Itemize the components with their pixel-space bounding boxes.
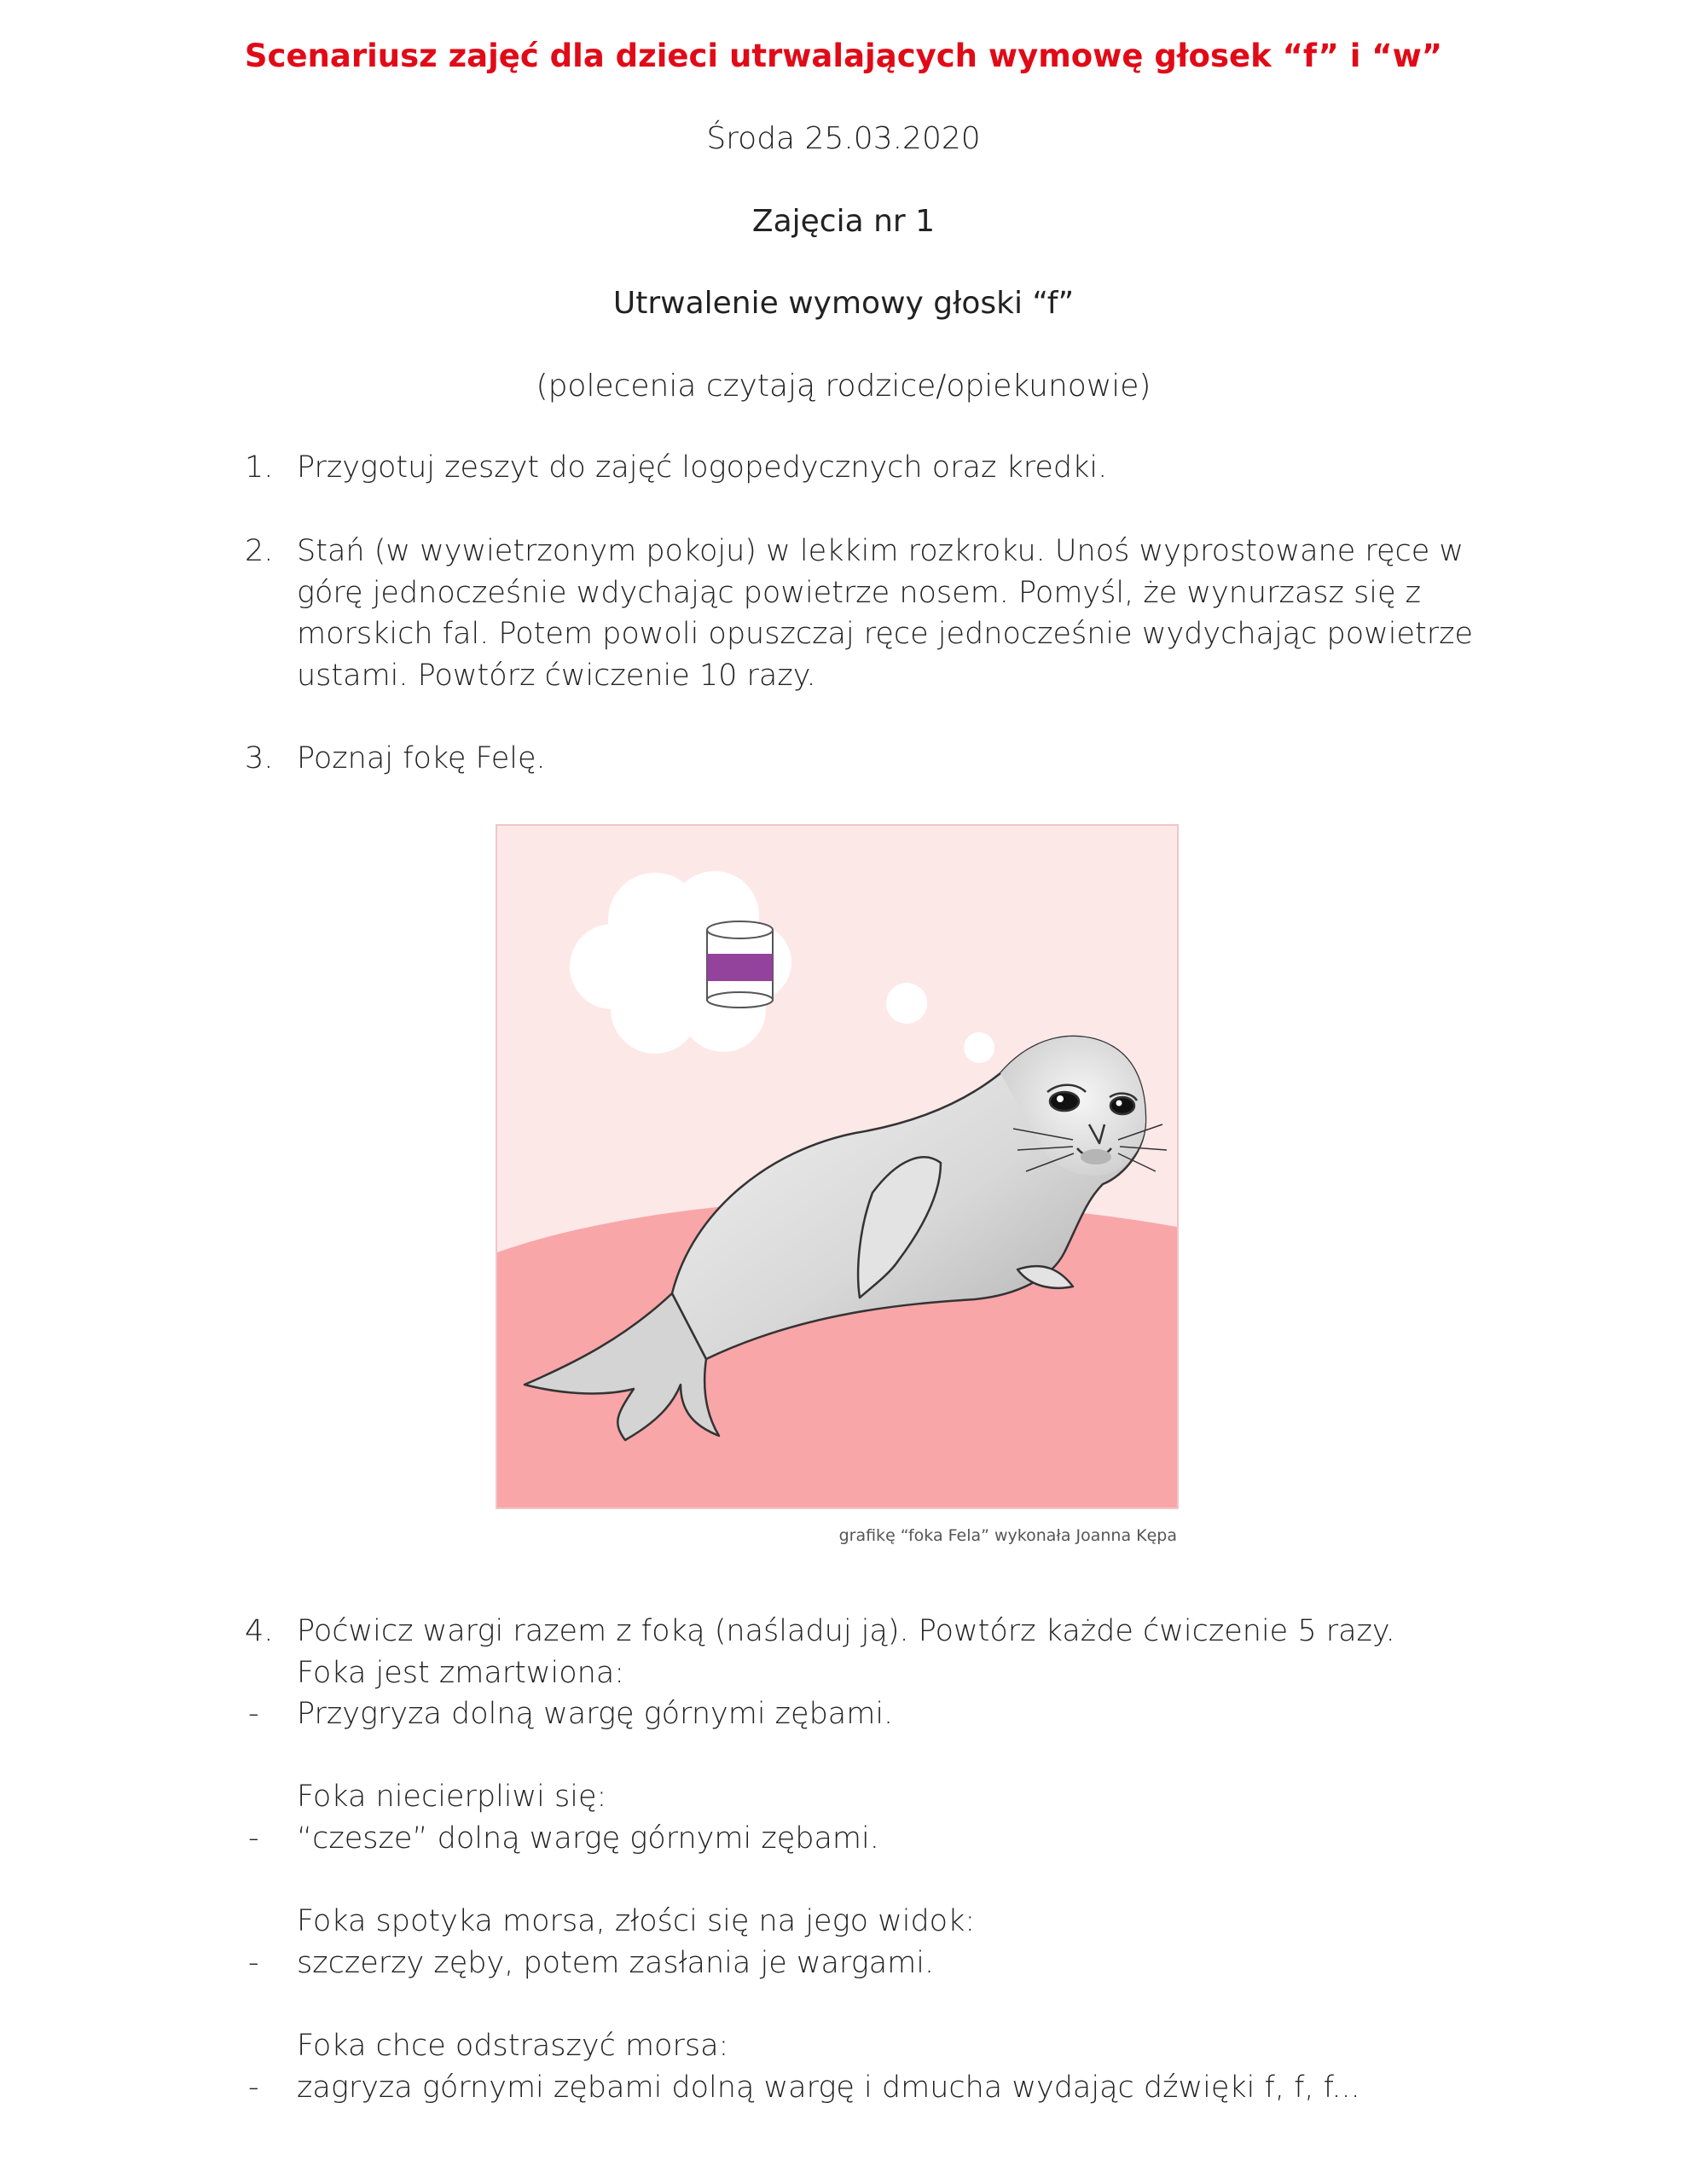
exercise-text (297, 1818, 1508, 1860)
exercise-line: Przygryza dolną wargę górnymi zębami. (297, 1697, 894, 1731)
step-line: Stań (w wywietrzonym pokoju) w lekkim rozkroku. Unoś wyprostowane ręce w (297, 534, 1464, 568)
session-heading: Zajęcia nr 1 (751, 204, 936, 239)
step-text (297, 1611, 1508, 1693)
exercise-text (297, 2067, 1508, 2109)
step-text (297, 447, 1508, 489)
step-line: morskich fal. Potem powoli opuszczaj ręce jednocześnie wydychając powietrze (297, 617, 1474, 651)
document-title: Scenariusz zajęć dla dzieci utrwalających wymowę głosek “f” i “w” (244, 38, 1443, 74)
bullet-dash: - (248, 1697, 259, 1731)
step-line: Poćwicz wargi razem z foką (naśladuj ją). Powtórz każde ćwiczenie 5 razy. (297, 1614, 1395, 1648)
step-line: ustami. Powtórz ćwiczenie 10 razy. (297, 658, 816, 693)
step-line: Przygotuj zeszyt do zajęć logopedycznych oraz kredki. (297, 450, 1108, 485)
exercise-line: “czesze” dolną wargę górnymi zębami. (297, 1821, 879, 1856)
exercise-intro (297, 2025, 1508, 2067)
step-text (297, 738, 1508, 780)
exercise-intro-line: Foka spotyka morsa, złości się na jego widok: (297, 1904, 976, 1938)
bullet-dash: - (248, 2071, 259, 2105)
step-line: Poznaj fokę Felę. (297, 741, 546, 775)
exercise-intro-line: Foka niecierpliwi się: (297, 1780, 607, 1814)
exercise-intro (297, 1901, 1508, 1943)
exercise-intro (297, 1776, 1508, 1818)
seal-illustration (496, 824, 1179, 1509)
topic-heading: Utrwalenie wymowy głoski “f” (612, 286, 1075, 321)
exercise-text (297, 1943, 1508, 1984)
bullet-dash: - (248, 1821, 259, 1856)
step-line: Foka jest zmartwiona: (297, 1655, 625, 1690)
exercise-text (297, 1693, 1508, 1735)
exercise-line: zagryza górnymi zębami dolną wargę i dmucha wydając dźwięki f, f, f... (297, 2071, 1360, 2105)
step-number: 4. (245, 1614, 274, 1648)
date: Środa 25.03.2020 (706, 121, 981, 156)
jar-icon (707, 921, 773, 1008)
exercise-line: szczerzy zęby, potem zasłania je wargami. (297, 1946, 935, 1980)
bullet-dash: - (248, 1946, 259, 1980)
step-line: górę jednocześnie wdychając powietrze nosem. Pomyśl, że wynurzasz się z (297, 575, 1422, 610)
exercise-intro-line: Foka chce odstraszyć morsa: (297, 2029, 729, 2063)
figure-credit: grafikę “foka Fela” wykonała Joanna Kępa (838, 1526, 1177, 1545)
step-number: 1. (245, 450, 274, 485)
instruction-note: (polecenia czytają rodzice/opiekunowie) (536, 369, 1151, 404)
step-number: 2. (245, 534, 274, 568)
step-text (297, 531, 1508, 696)
step-number: 3. (245, 741, 274, 775)
